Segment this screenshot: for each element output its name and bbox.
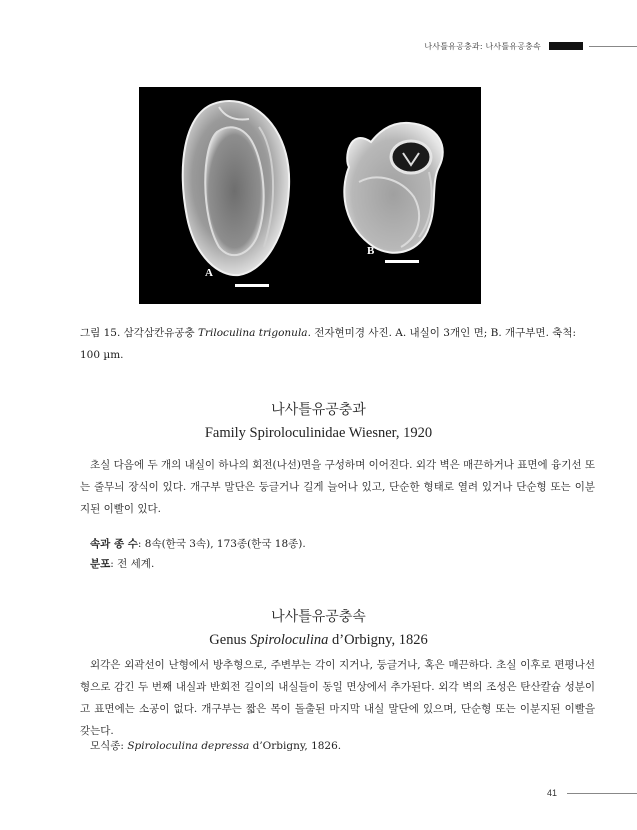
distribution-label: 분포 xyxy=(90,558,111,570)
sem-figure xyxy=(139,87,481,304)
genus-heading xyxy=(0,606,637,649)
distribution-value: : 전 세계. xyxy=(110,558,155,570)
caption-species: Triloculina trigonula xyxy=(198,327,308,339)
figure-label-a: A xyxy=(205,267,213,279)
page-number: 41 xyxy=(546,788,557,798)
type-species-label: 모식종: xyxy=(90,740,128,752)
scale-bar-a xyxy=(235,284,269,287)
running-header-text: 나사틀유공충과: 나사틀유공충속 xyxy=(424,41,541,51)
genus-title-en xyxy=(0,632,637,649)
page-footer xyxy=(547,788,637,798)
header-rule xyxy=(589,46,637,47)
sem-micrograph xyxy=(139,87,481,304)
specimen-a xyxy=(183,101,289,275)
genera-count-line xyxy=(80,534,595,554)
genus-title-name: Spiroloculina xyxy=(249,632,329,648)
genus-title-suffix: d’Orbigny, 1826 xyxy=(328,632,428,648)
family-info xyxy=(80,534,595,574)
family-title-ko: 나사틀유공충과 xyxy=(271,402,366,418)
specimen-b xyxy=(344,123,442,253)
genus-description: 외각은 외곽선이 난형에서 방추형으로, 주변부는 각이 지거나, 둥글거나, 혹은 매끈하다. 초실 이후로 편평나선형으로 감긴 두 번째 내실과 반회전 길이의 내실들이 동일 면상에서 추가된다. 외각 벽의 조성은 탄산칼슘 성분이고 표면에는 소공이 없다. 개구부는 짧은 목이 돌출된 마지막 내실 말단에 있으며, 단순형 또는 이분지된 이빨을 갖는다. xyxy=(80,659,595,737)
genus-title-prefix: Genus xyxy=(209,632,250,648)
genera-label: 속과 종 수 xyxy=(90,538,138,550)
type-species-name: Spiroloculina depressa xyxy=(127,740,250,752)
scale-bar-b xyxy=(385,260,419,263)
distribution-line xyxy=(80,554,595,574)
figure-label-b: B xyxy=(367,245,375,257)
figure-caption xyxy=(80,322,595,366)
caption-prefix: 그림 15. 삼각삼칸유공충 xyxy=(80,327,198,339)
genera-value: : 8속(한국 3속), 173종(한국 18종). xyxy=(137,538,306,550)
type-species-author: d’Orbigny, 1826. xyxy=(249,740,342,752)
family-heading xyxy=(0,399,637,442)
genus-title-ko: 나사틀유공충속 xyxy=(271,609,366,625)
family-title-en: Family Spiroloculinidae Wiesner, 1920 xyxy=(204,425,433,441)
header-bar xyxy=(549,42,583,50)
footer-rule xyxy=(567,793,637,794)
running-header xyxy=(424,40,637,52)
caption-rest: . 전자현미경 사진. A. 내실이 3개인 면; B. 개구부면. 축척: 100 µm. xyxy=(80,327,577,361)
type-species-line xyxy=(90,738,341,753)
family-description: 초실 다음에 두 개의 내실이 하나의 회전(나선)면을 구성하며 이어진다. 외각 벽은 매끈하거나 표면에 융기선 또는 줄무늬 장식이 있다. 개구부 말단은 둥글거나 길게 늘어나 있고, 단순한 형태로 열려 있거나 단순형 또는 이분지된 이빨이 있다. xyxy=(80,459,595,515)
